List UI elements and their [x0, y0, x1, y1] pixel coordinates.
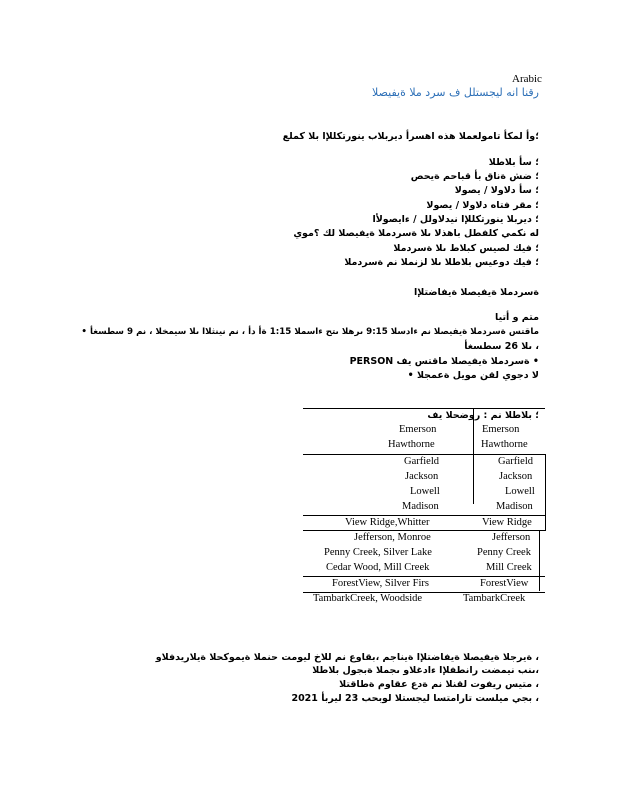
- info-line: PERSON ةسردملا ةيفيصلا ماقتس يف •: [349, 356, 539, 367]
- table-cell-left: Madison: [402, 501, 439, 512]
- list-item: ؛ فيك لصيس كبلاط ىلا ةسردملا: [393, 243, 539, 254]
- table-cell-right: Jackson: [499, 471, 533, 482]
- table-cell-right: Emerson: [482, 424, 520, 435]
- table-cell-left: Lowell: [410, 486, 440, 497]
- document-title: رقنا انه ليجستلل ف سرد ملا ةيفيصلا: [372, 86, 539, 99]
- footer-line: ، متيس ريفوت لقنلا نم ةدع عقاوم ةطاقتلا: [339, 679, 539, 690]
- list-item: ؛ ديربلا ينورتكللإا نيدلاولل / ءايصولأا: [372, 214, 539, 225]
- table-cell-left: View Ridge,Whitter: [345, 517, 430, 528]
- footer-line: ،ىنب نيمضت رانطفلإا ءادغلاو ىجملا ةبجول بلاطلا: [312, 665, 539, 676]
- info-line: ، ىلا 26 سطسغأ: [464, 341, 539, 352]
- info-line: لا دجوي لقن مويل ةعمجلا •: [407, 370, 539, 381]
- table-cell-left: ForestView, Silver Firs: [332, 578, 429, 589]
- table-cell-left: Jackson: [405, 471, 439, 482]
- table-cell-right: Lowell: [505, 486, 535, 497]
- table-cell-right: Madison: [496, 501, 533, 512]
- table-cell-left: Emerson: [399, 424, 437, 435]
- list-item: ؛ ضش ةناق بأ قباحم ةيحص: [410, 171, 539, 182]
- language-label: Arabic: [512, 73, 542, 85]
- list-item: ؛ فيك دوعيس بلاطلا ىلا لزنملا نم ةسردملا: [344, 257, 539, 268]
- table-cell-right: ForestView: [480, 578, 529, 589]
- table-cell-right: Hawthorne: [481, 439, 528, 450]
- table-cell-left: Cedar Wood, Mill Creek: [326, 562, 430, 573]
- table-cell-left: Jefferson, Monroe: [354, 532, 431, 543]
- table-cell-left: Garfield: [404, 456, 439, 467]
- section-heading: ةسردملا ةيفيصلا ةيفاضتلإا: [413, 287, 539, 298]
- list-item: ؛ مقر فتاه دلاولا / يصولا: [426, 200, 539, 211]
- table-cell-left: Hawthorne: [388, 439, 435, 450]
- footer-line: ، بجي ميلست تارامتسا ليجستلا لوبحب 23 ليربأ 2021: [291, 693, 539, 704]
- list-item: ؛ سأ بلاطلا: [488, 157, 539, 168]
- table-cell-left: TambarkCreek, Woodside: [313, 593, 423, 604]
- info-line: ماقتس ةسردملا ةيفيصلا نم ءادسلا 9:15 ىرهلا ىتح ءاسملا 1:15 ةأ دأ ، نم نينثلاا ىلا سيمخلا ، نم 9 سطسغأ •: [81, 327, 539, 337]
- table-cell-right: TambarkCreek: [463, 593, 526, 604]
- table-header: ؛ بلاطلا نم : روضحلا يف: [427, 410, 539, 421]
- list-item: له نكمي كلفطل باهذلا ىلا ةسردملا ةيفيصلا لك ؟موي: [293, 228, 539, 239]
- intro-text: ؛وأ لمكأ تامولعملا هذه اهسرأ ديربلاب ينورتكللإا بلا كملع: [282, 131, 539, 142]
- table-cell-right: Penny Creek: [477, 547, 531, 558]
- table-cell-right: Garfield: [498, 456, 533, 467]
- footer-line: ، ةيرجلا ةيفيصلا ةيفاضتلإا ةيناجم ،بقاوع نم للاخ ليومت حنملا ةيموكحلا ةيلاريدفلاو: [155, 652, 539, 663]
- table-cell-right: Jefferson: [492, 532, 531, 543]
- list-item: ؛ سأ دلاولا / يصولا: [454, 185, 539, 196]
- table-cell-right: Mill Creek: [486, 562, 532, 573]
- table-cell-left: Penny Creek, Silver Lake: [324, 547, 432, 558]
- info-line: متم و أتيا: [495, 312, 539, 323]
- table-cell-right: View Ridge: [482, 517, 532, 528]
